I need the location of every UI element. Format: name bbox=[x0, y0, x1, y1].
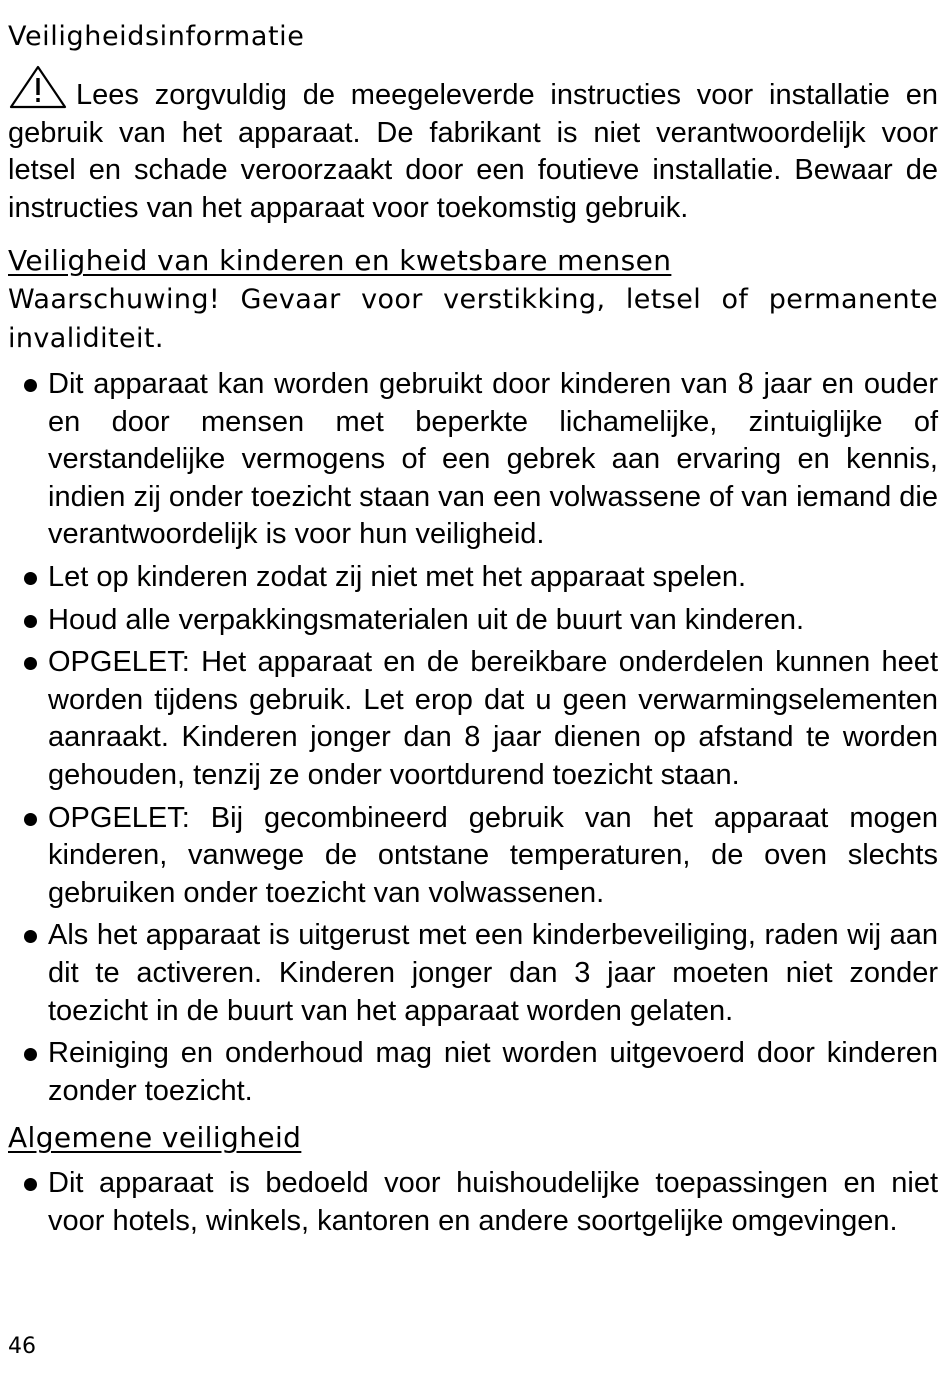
bullet-icon bbox=[24, 572, 37, 585]
bullet-icon bbox=[24, 657, 37, 670]
children-warning: Waarschuwing! Gevaar voor verstikking, letsel of permanente invaliditeit. bbox=[8, 284, 938, 354]
intro-paragraph bbox=[8, 64, 938, 227]
list-item: OPGELET: Bij gecombineerd gebruik van het apparaat mogen kinderen, vanwege de ontstane temperaturen, de oven slechts gebruiken onder toezicht van volwassenen. bbox=[8, 800, 938, 913]
list-item: OPGELET: Het apparaat en de bereikbare onderdelen kunnen heet worden tijdens gebruik. Let erop dat u geen verwarmingselementen aanraakt. Kinderen jonger dan 8 jaar dienen op afstand te worden gehouden, tenzij ze onder voortdurend toezicht staan. bbox=[8, 644, 938, 794]
page-number: 46 bbox=[8, 1334, 36, 1359]
list-item: Als het apparaat is uitgerust met een kinderbeveiliging, raden wij aan dit te activeren. Kinderen jonger dan 3 jaar moeten niet zonder toezicht in de buurt van het apparaat worden gelaten. bbox=[8, 917, 938, 1030]
list-item: Let op kinderen zodat zij niet met het apparaat spelen. bbox=[8, 559, 938, 597]
general-safety-list bbox=[8, 1165, 938, 1240]
bullet-icon bbox=[24, 930, 37, 943]
list-item: Dit apparaat kan worden gebruikt door kinderen van 8 jaar en ouder en door mensen met beperkte lichamelijke, zintuiglijke of verstandelijke vermogens of een gebrek aan ervaring en kennis, indien zij onder toezicht staan van een volwassene of van iemand die verantwoordelijk is voor hun veiligheid. bbox=[8, 366, 938, 554]
children-safety-list bbox=[8, 366, 938, 1110]
bullet-icon bbox=[24, 1178, 37, 1191]
page-title: Veiligheidsinformatie bbox=[8, 21, 305, 52]
general-safety-heading: Algemene veiligheid bbox=[8, 1121, 302, 1155]
warning-triangle-icon bbox=[8, 64, 68, 110]
bullet-icon bbox=[24, 813, 37, 826]
bullet-icon bbox=[24, 615, 37, 628]
bullet-icon bbox=[24, 379, 37, 392]
list-item: Dit apparaat is bedoeld voor huishoudelijke toepassingen en niet voor hotels, winkels, kantoren en andere soortgelijke omgevingen. bbox=[8, 1165, 938, 1240]
list-item: Houd alle verpakkingsmaterialen uit de buurt van kinderen. bbox=[8, 602, 938, 640]
children-safety-heading: Veiligheid van kinderen en kwetsbare mensen bbox=[8, 244, 672, 277]
document-page bbox=[8, 14, 938, 1245]
list-item: Reiniging en onderhoud mag niet worden uitgevoerd door kinderen zonder toezicht. bbox=[8, 1035, 938, 1110]
bullet-icon bbox=[24, 1048, 37, 1061]
intro-text: Lees zorgvuldig de meegeleverde instructies voor installatie en gebruik van het apparaat. De fabrikant is niet verantwoordelijk voor letsel en schade veroorzaakt door een foutieve installatie. Bewaar de instructies van het apparaat voor toekomstig gebruik. bbox=[8, 79, 938, 224]
